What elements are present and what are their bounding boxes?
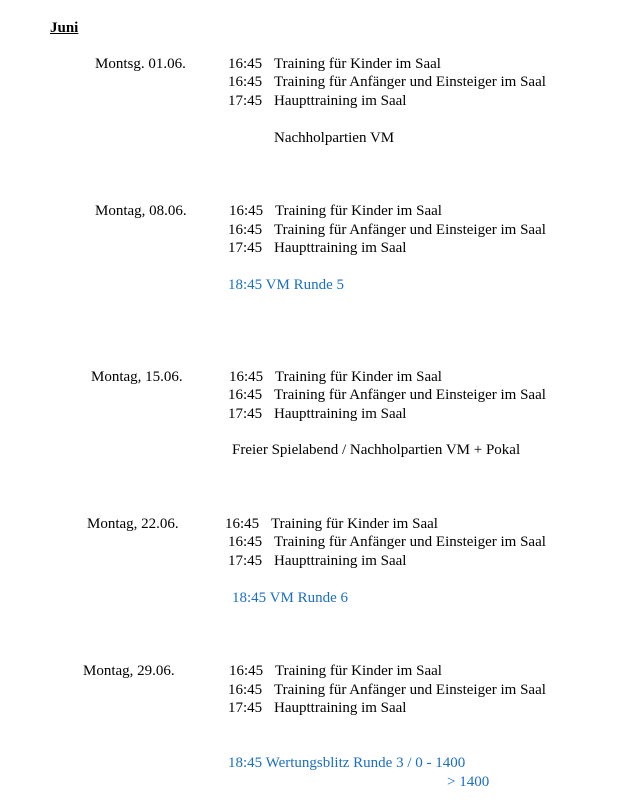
session-time: 16:45: [229, 369, 264, 385]
session-row: [228, 699, 406, 717]
session-time: 16:45: [228, 387, 263, 403]
session-title: Training für Anfänger und Einsteiger im Saal: [274, 74, 546, 90]
session-time: 16:45: [228, 534, 263, 550]
session-time: 16:45: [228, 682, 263, 698]
entry-date: Montag, 22.06.: [87, 516, 179, 532]
session-title: Training für Kinder im Saal: [274, 56, 441, 72]
session-row: [228, 92, 406, 110]
session-time: 17:45: [228, 406, 263, 422]
entry-note: Freier Spielabend / Nachholpartien VM + Pokal: [232, 442, 521, 458]
session-time: 17:45: [228, 700, 263, 716]
entry-date: Montag, 29.06.: [83, 663, 175, 679]
session-row: [229, 368, 442, 386]
session-row: [228, 533, 546, 551]
entry-note-continuation: > 1400: [447, 774, 490, 790]
session-time: 17:45: [228, 93, 263, 109]
entry-date: Montag, 15.06.: [91, 369, 183, 385]
session-time: 17:45: [228, 240, 263, 256]
session-time: 16:45: [225, 516, 260, 532]
entry-note: 18:45 Wertungsblitz Runde 3 / 0 - 1400: [228, 755, 466, 771]
session-time: 16:45: [228, 222, 263, 238]
session-title: Training für Kinder im Saal: [271, 516, 438, 532]
session-row: [228, 552, 406, 570]
entry-note: 18:45 VM Runde 5: [228, 277, 344, 293]
session-row: [229, 662, 442, 680]
session-row: [228, 239, 406, 257]
session-time: 16:45: [228, 56, 263, 72]
session-title: Training für Anfänger und Einsteiger im Saal: [274, 222, 546, 238]
session-title: Haupttraining im Saal: [274, 406, 407, 422]
session-row: [229, 202, 442, 220]
session-title: Training für Anfänger und Einsteiger im Saal: [274, 387, 546, 403]
entry-date: Montsg. 01.06.: [95, 56, 186, 72]
session-title: Training für Kinder im Saal: [275, 663, 442, 679]
month-heading: Juni: [50, 20, 79, 36]
session-time: 16:45: [229, 203, 264, 219]
entry-note: Nachholpartien VM: [274, 130, 395, 146]
session-time: 17:45: [228, 553, 263, 569]
session-title: Haupttraining im Saal: [274, 240, 407, 256]
session-title: Training für Kinder im Saal: [275, 369, 442, 385]
session-row: [228, 73, 546, 91]
session-row: [228, 55, 441, 73]
session-title: Haupttraining im Saal: [274, 553, 407, 569]
session-title: Training für Anfänger und Einsteiger im Saal: [274, 682, 546, 698]
session-title: Haupttraining im Saal: [274, 700, 407, 716]
entry-date: Montag, 08.06.: [95, 203, 187, 219]
session-title: Training für Kinder im Saal: [275, 203, 442, 219]
session-time: 16:45: [229, 663, 264, 679]
session-time: 16:45: [228, 74, 263, 90]
session-row: [228, 681, 546, 699]
session-row: [228, 221, 546, 239]
session-title: Training für Anfänger und Einsteiger im Saal: [274, 534, 546, 550]
entry-note: 18:45 VM Runde 6: [232, 590, 348, 606]
session-row: [225, 515, 438, 533]
session-row: [228, 386, 546, 404]
session-title: Haupttraining im Saal: [274, 93, 407, 109]
session-row: [228, 405, 406, 423]
